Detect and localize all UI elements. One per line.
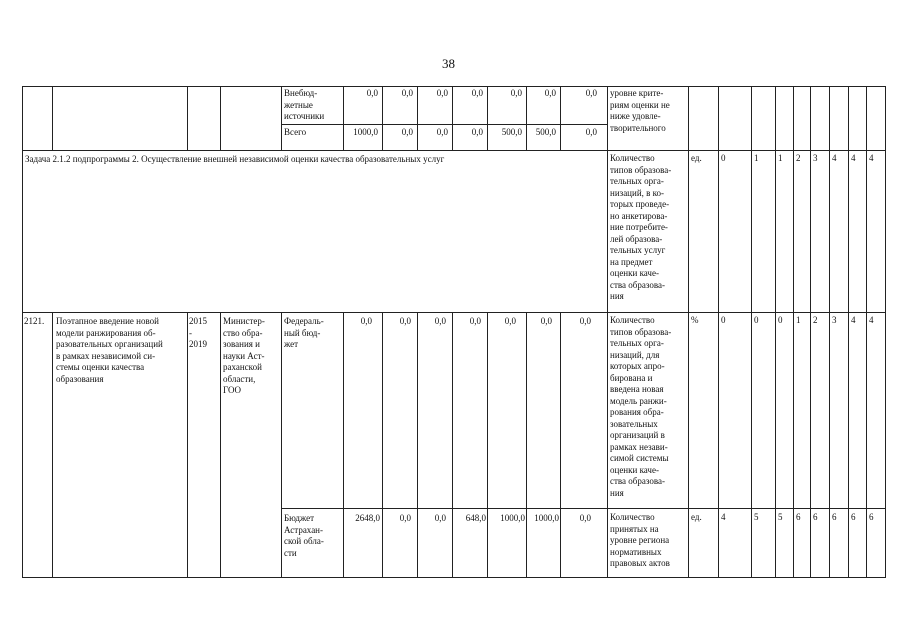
indicator2-value: 6 (851, 512, 856, 522)
regional-value: 2648,0 (355, 513, 380, 523)
total-value: 0,0 (585, 127, 597, 137)
regional-value: 648,0 (465, 513, 486, 523)
offbudget-value: 0,0 (585, 88, 597, 98)
indicator1-value: 0 (721, 315, 726, 325)
measure-period: 2015 - 2019 (189, 316, 207, 349)
federal-value: 0,0 (540, 316, 552, 326)
regional-value: 0,0 (579, 513, 591, 523)
indicator2-value: 5 (754, 512, 759, 522)
indicator2-value: 6 (832, 512, 837, 522)
measure-executor: Министер- ство обра- зования и науки Аст- раханской области, ГОО (223, 316, 265, 395)
source-regional-label: Бюджет Астрахан- ской обла- сти (284, 513, 324, 558)
task-target-value: 4 (869, 153, 874, 163)
task-target-value: 4 (851, 153, 856, 163)
measure-code: 2121. (24, 316, 45, 326)
page-number: 38 (442, 56, 455, 71)
offbudget-value: 0,0 (436, 88, 448, 98)
indicator1-value: 4 (869, 315, 874, 325)
task-indicator-text: Количество типов образова- тельных орга- низаций, в ко- торых проведе- но анкетирова- ние потребите- лей образова- тельных услуг на предмет оценки каче- ства образова- ния (610, 153, 672, 301)
regional-value: 1000,0 (534, 513, 559, 523)
federal-value: 0,0 (504, 316, 516, 326)
top-indicator-text: уровне крите- риям оценки не ниже удовле- творительного (610, 88, 670, 133)
task-target-value: 1 (778, 153, 783, 163)
source-total-label: Всего (284, 127, 307, 137)
indicator2-text: Количество принятых на уровне региона нормативных правовых актов (610, 512, 670, 568)
regional-value: 0,0 (434, 513, 446, 523)
indicator2-unit: ед. (691, 512, 702, 522)
indicator2-value: 6 (869, 512, 874, 522)
indicator2-value: 4 (721, 512, 726, 522)
federal-value: 0,0 (360, 316, 372, 326)
indicator2-value: 6 (796, 512, 801, 522)
task-target-value: 1 (754, 153, 759, 163)
indicator1-value: 0 (754, 315, 759, 325)
indicator1-unit: % (691, 315, 699, 325)
indicator1-value: 1 (796, 315, 801, 325)
federal-value: 0,0 (434, 316, 446, 326)
task-target-value: 3 (813, 153, 818, 163)
indicator2-value: 6 (813, 512, 818, 522)
regional-value: 0,0 (399, 513, 411, 523)
task-target-value: 4 (832, 153, 837, 163)
offbudget-value: 0,0 (471, 88, 483, 98)
indicator2-value: 5 (778, 512, 783, 522)
indicator1-value: 0 (778, 315, 783, 325)
task-title: Задача 2.1.2 подпрограммы 2. Осуществление внешней независимой оценки качества образовательных услуг (25, 154, 445, 164)
source-offbudget-label: Внебюд- жетные источники (284, 88, 325, 121)
federal-value: 0,0 (579, 316, 591, 326)
task-target-value: 0 (721, 153, 726, 163)
measure-name: Поэтапное введение новой модели ранжирования об- разовательных организаций в рамках независимой си- стемы оценки качества образования (56, 316, 163, 384)
task-target-value: 2 (796, 153, 801, 163)
offbudget-value: 0,0 (401, 88, 413, 98)
total-value: 0,0 (401, 127, 413, 137)
indicator1-value: 4 (851, 315, 856, 325)
federal-value: 0,0 (469, 316, 481, 326)
task-unit: ед. (691, 153, 702, 163)
total-value: 0,0 (471, 127, 483, 137)
total-value: 500,0 (501, 127, 522, 137)
offbudget-value: 0,0 (366, 88, 378, 98)
total-value: 500,0 (535, 127, 556, 137)
total-value: 0,0 (436, 127, 448, 137)
offbudget-value: 0,0 (510, 88, 522, 98)
source-federal-label: Федераль- ный бюд- жет (284, 316, 324, 349)
indicator1-value: 2 (813, 315, 818, 325)
regional-value: 1000,0 (500, 513, 525, 523)
total-value: 1000,0 (353, 127, 378, 137)
federal-value: 0,0 (399, 316, 411, 326)
indicator1-value: 3 (832, 315, 837, 325)
offbudget-value: 0,0 (544, 88, 556, 98)
indicator1-text: Количество типов образова- тельных орга- низаций, для которых апро- бирована и введена новая модель ранжи- рования обра- зовательных организаций в рамках незави- симой системы оценки каче- ства образова- ния (610, 315, 672, 498)
